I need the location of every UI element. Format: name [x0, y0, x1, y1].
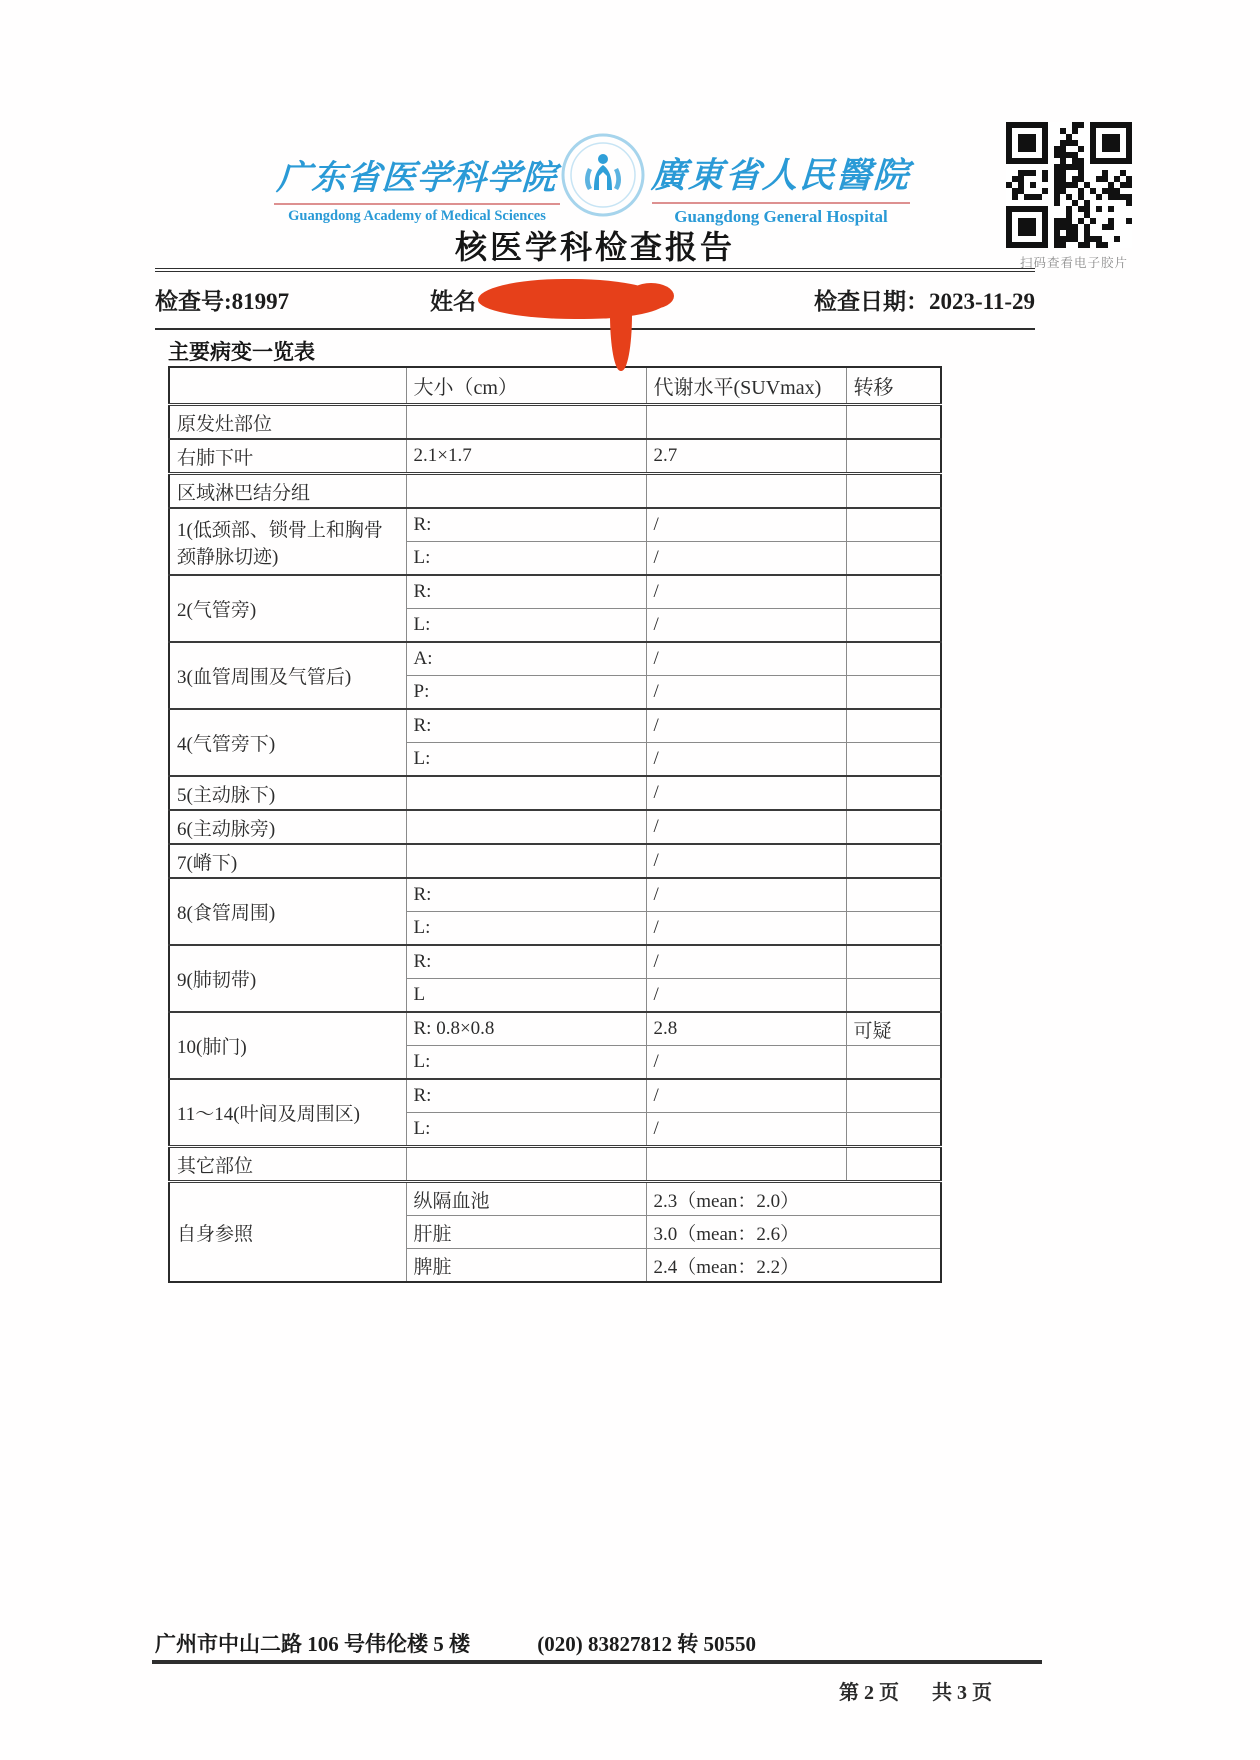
size-cell: L:: [406, 743, 646, 777]
patient-name: [430, 279, 814, 319]
size-cell: L:: [406, 1113, 646, 1147]
metastasis-cell: [846, 844, 941, 878]
region-label-cell: 自身参照: [169, 1182, 406, 1283]
size-header-cell: 大小（cm）: [406, 367, 646, 405]
suv-cell: /: [646, 878, 846, 912]
table-row: [169, 642, 941, 676]
suv-cell: /: [646, 609, 846, 643]
suv-cell: /: [646, 508, 846, 542]
table-row: [169, 945, 941, 979]
metastasis-cell: [846, 676, 941, 710]
suv-cell: 2.7: [646, 439, 846, 474]
metastasis-cell: [846, 743, 941, 777]
table-row: [169, 575, 941, 609]
suv-cell: 2.8: [646, 1012, 846, 1046]
region-label-cell: 右肺下叶: [169, 439, 406, 474]
table-row: [169, 1079, 941, 1113]
metastasis-cell: [846, 439, 941, 474]
academy-underline: [274, 203, 560, 205]
name-redaction-marker: [478, 279, 666, 319]
exam-date-label: 检查日期：: [813, 288, 929, 314]
exam-number-value: 81997: [231, 288, 290, 314]
suv-cell: /: [646, 642, 846, 676]
table-row: [169, 878, 941, 912]
metastasis-cell: [846, 979, 941, 1013]
suv-cell: /: [646, 844, 846, 878]
suv-cell: 2.3（mean：2.0）: [646, 1182, 941, 1216]
table-header-row: [169, 367, 941, 405]
region-label-cell: 7(嵴下): [169, 844, 406, 878]
table-row: [169, 776, 941, 810]
hospital-logo: [650, 148, 912, 227]
size-cell: P:: [406, 676, 646, 710]
size-cell: L:: [406, 609, 646, 643]
size-cell: R: 0.8×0.8: [406, 1012, 646, 1046]
hospital-name-en: Guangdong General Hospital: [674, 207, 888, 226]
suv-cell: /: [646, 1113, 846, 1147]
info-bar: [155, 268, 1035, 330]
exam-date-value: 2023-11-29: [928, 288, 1035, 314]
table-row: [169, 709, 941, 743]
footer-contact: [155, 1628, 1040, 1658]
suv-cell: /: [646, 776, 846, 810]
section-row: [169, 1147, 941, 1182]
suv-cell: /: [646, 542, 846, 576]
size-cell: L: [406, 979, 646, 1013]
section-label-cell: 原发灶部位: [169, 405, 406, 440]
region-label-cell: 5(主动脉下): [169, 776, 406, 810]
current-page: 第 2 页: [839, 1682, 899, 1704]
table-row: [169, 1012, 941, 1046]
section-label-cell: 区域淋巴结分组: [169, 474, 406, 509]
region-label-cell: 1(低颈部、锁骨上和胸骨颈静脉切迹): [169, 508, 406, 575]
metastasis-header-cell: 转移: [846, 367, 941, 405]
metastasis-cell: 可疑: [846, 1012, 941, 1046]
table-row: [169, 844, 941, 878]
table-row: [169, 810, 941, 844]
region-label-cell: 2(气管旁): [169, 575, 406, 642]
metastasis-cell: [846, 1046, 941, 1080]
suv-cell: /: [646, 945, 846, 979]
suv-cell: /: [646, 709, 846, 743]
page-indicator: [839, 1676, 992, 1705]
exam-date: [814, 283, 1035, 316]
table-row: [169, 439, 941, 474]
suv-cell: /: [646, 912, 846, 946]
table-row: [169, 1182, 941, 1216]
hospital-phone: (020) 83827812 转 50550: [537, 1632, 756, 1656]
suv-cell: /: [646, 743, 846, 777]
table-row: [169, 508, 941, 542]
size-cell: L:: [406, 542, 646, 576]
suv-cell: /: [646, 1046, 846, 1080]
academy-name-en: Guangdong Academy of Medical Sciences: [288, 208, 546, 224]
academy-name-cn: 广东省医学科学院: [275, 160, 558, 197]
region-header-cell: [169, 367, 406, 405]
reference-name-cell: 肝脏: [406, 1216, 646, 1249]
metastasis-cell: [846, 810, 941, 844]
metastasis-cell: [846, 878, 941, 912]
suv-cell: /: [646, 1079, 846, 1113]
reference-name-cell: 纵隔血池: [406, 1182, 646, 1216]
region-label-cell: 9(肺韧带): [169, 945, 406, 1012]
size-cell: [406, 776, 646, 810]
section-row: [169, 474, 941, 509]
size-cell: R:: [406, 575, 646, 609]
metastasis-cell: [846, 1113, 941, 1147]
size-cell: L:: [406, 912, 646, 946]
metastasis-cell: [846, 542, 941, 576]
suv-cell: /: [646, 979, 846, 1013]
hospital-emblem-icon: [560, 132, 646, 218]
metastasis-cell: [846, 575, 941, 609]
exam-number: [155, 283, 430, 316]
academy-logo: [272, 150, 562, 225]
qr-caption: 扫码查看电子胶片: [1019, 256, 1128, 270]
size-cell: A:: [406, 642, 646, 676]
suv-cell: /: [646, 676, 846, 710]
report-title: 核医学科检查报告: [454, 229, 735, 265]
exam-number-label: 检查号:: [155, 288, 232, 314]
suv-cell: 3.0（mean：2.6）: [646, 1216, 941, 1249]
hospital-underline: [652, 202, 910, 204]
lesion-table: [168, 366, 942, 1283]
region-label-cell: 11～14(叶间及周围区): [169, 1079, 406, 1147]
size-cell: R:: [406, 709, 646, 743]
metastasis-cell: [846, 709, 941, 743]
size-cell: R:: [406, 878, 646, 912]
size-cell: [406, 810, 646, 844]
size-cell: R:: [406, 1079, 646, 1113]
metastasis-cell: [846, 508, 941, 542]
suv-header-cell: 代谢水平(SUVmax): [646, 367, 846, 405]
region-label-cell: 8(食管周围): [169, 878, 406, 945]
hospital-name-cn: 廣東省人民醫院: [650, 156, 912, 195]
size-cell: [406, 844, 646, 878]
size-cell: L:: [406, 1046, 646, 1080]
metastasis-cell: [846, 1079, 941, 1113]
size-cell: 2.1×1.7: [406, 439, 646, 474]
size-cell: R:: [406, 945, 646, 979]
section-row: [169, 405, 941, 440]
region-label-cell: 10(肺门): [169, 1012, 406, 1079]
metastasis-cell: [846, 945, 941, 979]
reference-name-cell: 脾脏: [406, 1249, 646, 1283]
region-label-cell: 3(血管周围及气管后): [169, 642, 406, 709]
metastasis-cell: [846, 776, 941, 810]
metastasis-cell: [846, 912, 941, 946]
footer-divider: [152, 1660, 1042, 1664]
suv-cell: /: [646, 575, 846, 609]
suv-cell: /: [646, 810, 846, 844]
section-label-cell: 其它部位: [169, 1147, 406, 1182]
suv-cell: 2.4（mean：2.2）: [646, 1249, 941, 1283]
metastasis-cell: [846, 609, 941, 643]
patient-name-label: 姓名: [430, 288, 476, 314]
region-label-cell: 4(气管旁下): [169, 709, 406, 776]
size-cell: R:: [406, 508, 646, 542]
total-pages: 共 3 页: [932, 1682, 992, 1704]
hospital-address: 广州市中山二路 106 号伟伦楼 5 楼: [155, 1632, 470, 1656]
table-title: 主要病变一览表: [168, 340, 315, 364]
region-label-cell: 6(主动脉旁): [169, 810, 406, 844]
metastasis-cell: [846, 642, 941, 676]
